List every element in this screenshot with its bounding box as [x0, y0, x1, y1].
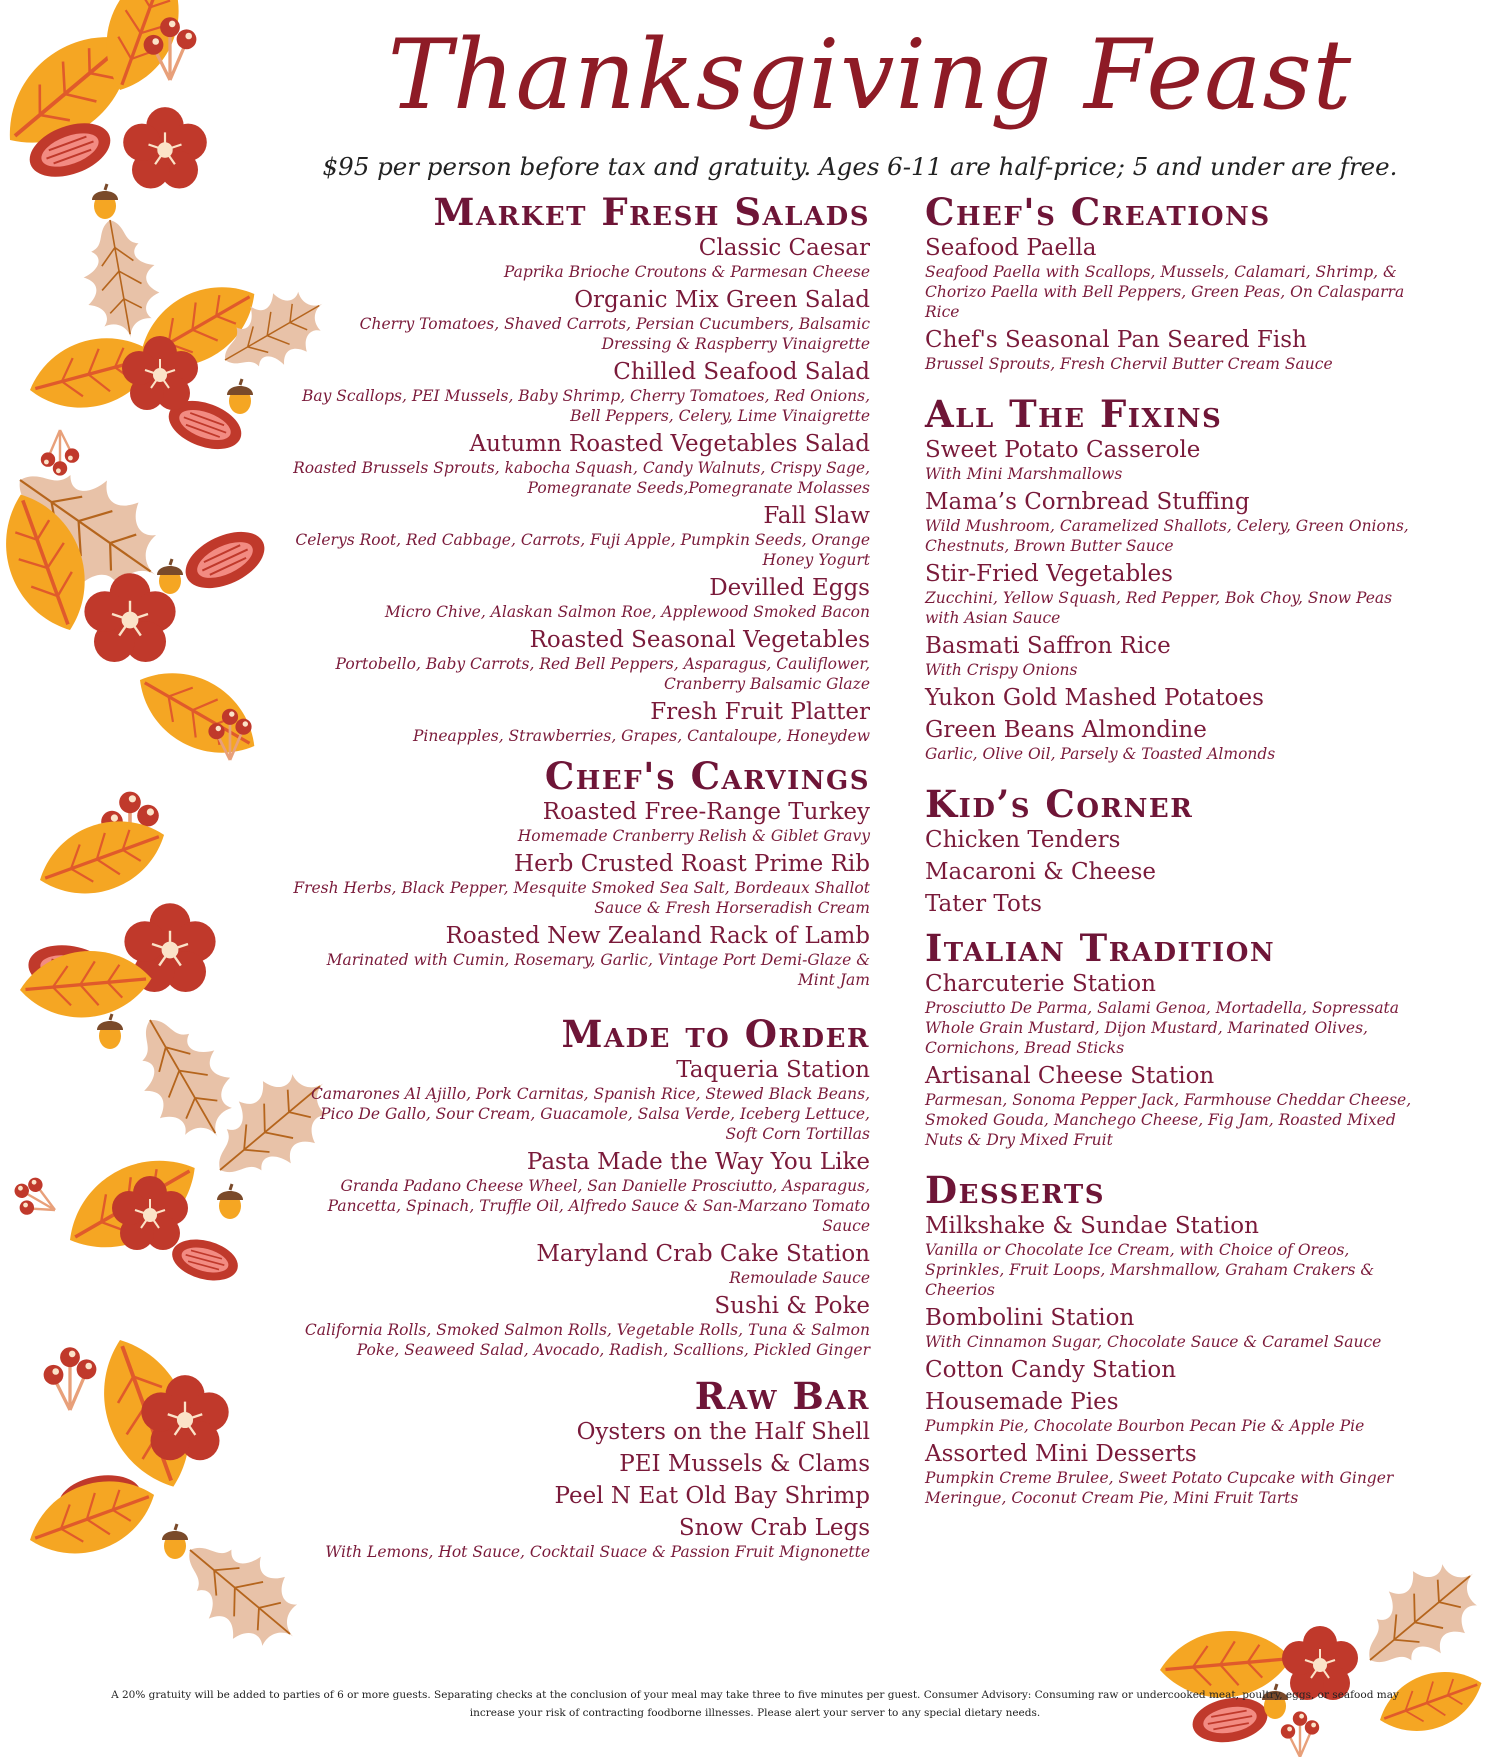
menu-item-description: Brussel Sprouts, Fresh Chervil Butter Cream Sauce: [925, 355, 1333, 373]
menu-item-name: Fresh Fruit Platter: [650, 699, 870, 725]
menu-item: [290, 1418, 870, 1446]
menu-item-name: Roasted New Zealand Rack of Lamb: [445, 923, 870, 949]
menu-item: [925, 1388, 1430, 1436]
section-title: Kid’s Corner: [925, 782, 1194, 826]
section-title: Made to Order: [561, 1012, 870, 1056]
menu-item-description: Seafood Paella with Scallops, Mussels, Calamari, Shrimp, & Chorizo Paella with Bell Peppers, Green Peas, On Calasparra Rice: [925, 263, 1405, 321]
menu-item: [290, 698, 870, 746]
section-title: Desserts: [925, 1168, 1105, 1212]
berry-icon: [17, 792, 252, 1158]
menu-item-description: California Rolls, Smoked Salmon Rolls, Vegetable Rolls, Tuna & Salmon Poke, Seaweed Salad, Avocado, Radish, Scallions, Pickled Ginger: [304, 1321, 870, 1359]
section-title: Market Fresh Salads: [433, 190, 870, 234]
menu-item: [290, 1056, 870, 1144]
menu-item-name: Yukon Gold Mashed Potatoes: [925, 685, 1264, 711]
menu-item: [925, 560, 1430, 628]
menu-item: [925, 1356, 1430, 1384]
menu-left-column: [290, 190, 870, 1566]
menu-item-name: Milkshake & Sundae Station: [925, 1213, 1259, 1239]
menu-item: [925, 488, 1430, 556]
consumer-advisory-footer: A 20% gratuity will be added to parties of 6 or more guests. Separating checks at the conclusion of your meal may take three to five minutes per guest. Consumer Advisory: Consuming raw or undercooked meat, poultry, eggs, or seafood may increase your risk of contracting foodborne illnesses. Please alert your server to any special dietary needs.: [111, 1689, 1399, 1719]
menu-item-name: Green Beans Almondine: [925, 717, 1207, 743]
menu-section-market-fresh-salads: [290, 190, 870, 746]
flower-icon: [1157, 1542, 1499, 1757]
menu-item-description: Homemade Cranberry Relish & Giblet Gravy: [517, 827, 870, 845]
menu-item-description: Portobello, Baby Carrots, Red Bell Peppers, Asparagus, Cauliflower, Cranberry Balsamic Glaze: [335, 655, 870, 693]
menu-item: [925, 684, 1430, 712]
menu-item: [290, 626, 870, 694]
menu-item: [290, 798, 870, 846]
menu-section-desserts: [925, 1168, 1430, 1508]
menu-item-description: Marinated with Cumin, Rosemary, Garlic, Vintage Port Demi-Glaze & Mint Jam: [326, 951, 870, 989]
menu-item: [925, 890, 1430, 918]
section-title: Chef's Creations: [925, 190, 1271, 234]
menu-item-name: Snow Crab Legs: [678, 1515, 870, 1541]
menu-item-name: Basmati Saffron Rice: [925, 633, 1171, 659]
menu-item-description: With Lemons, Hot Sauce, Cocktail Suace & Passion Fruit Mignonette: [325, 1543, 870, 1561]
menu-item-name: Artisanal Cheese Station: [925, 1063, 1215, 1089]
menu-section-chef-s-creations: [925, 190, 1430, 374]
section-title: Raw Bar: [694, 1374, 870, 1418]
menu-item: [290, 286, 870, 354]
menu-item-name: Pasta Made the Way You Like: [526, 1149, 870, 1175]
menu-item: [290, 1148, 870, 1236]
page-title: Thanksgiving Feast: [387, 19, 1353, 131]
menu-item-name: Seafood Paella: [925, 235, 1097, 261]
menu-item-name: PEI Mussels & Clams: [619, 1451, 870, 1477]
menu-item-name: Roasted Free-Range Turkey: [542, 799, 870, 825]
menu-item-description: Bay Scallops, PEI Mussels, Baby Shrimp, Cherry Tomatoes, Red Onions, Bell Peppers, Celery, Lime Vinaigrette: [301, 387, 870, 425]
menu-section-all-the-fixins: [925, 392, 1430, 764]
menu-item-description: Zucchini, Yellow Squash, Red Pepper, Bok Choy, Snow Peas with Asian Sauce: [925, 589, 1393, 627]
menu-item-name: Taqueria Station: [676, 1057, 870, 1083]
menu-item-name: Tater Tots: [925, 891, 1042, 917]
menu-item: [290, 358, 870, 426]
menu-item: [290, 850, 870, 918]
menu-item-description: Garlic, Olive Oil, Parsely & Toasted Almonds: [925, 745, 1276, 763]
menu-item-description: Pumpkin Pie, Chocolate Bourbon Pecan Pie & Apple Pie: [925, 1417, 1365, 1435]
menu-right-column: [925, 190, 1430, 1512]
pricing-subtitle: $95 per person before tax and gratuity. Ages 6-11 are half-price; 5 and under are free.: [322, 152, 1398, 181]
menu-item-name: Housemade Pies: [925, 1389, 1119, 1415]
menu-item-description: Parmesan, Sonoma Pepper Jack, Farmhouse Cheddar Cheese, Smoked Gouda, Manchego Cheese, Fig Jam, Roasted Mixed Nuts & Dry Mixed Fruit: [925, 1091, 1412, 1149]
menu-item: [925, 326, 1430, 374]
menu-item-description: Cherry Tomatoes, Shaved Carrots, Persian Cucumbers, Balsamic Dressing & Raspberry Vinaigrette: [359, 315, 870, 353]
menu-item-name: Devilled Eggs: [709, 575, 870, 601]
menu-item-description: Pineapples, Strawberries, Grapes, Cantaloupe, Honeydew: [412, 727, 870, 745]
menu-item-name: Mama’s Cornbread Stuffing: [925, 489, 1250, 515]
menu-item-name: Chilled Seafood Salad: [613, 359, 870, 385]
oak-leaf-icon: [0, 439, 273, 774]
menu-item: [925, 1212, 1430, 1300]
menu-item-name: Sweet Potato Casserole: [925, 437, 1201, 463]
menu-item-name: Bombolini Station: [925, 1305, 1135, 1331]
menu-item-name: Autumn Roasted Vegetables Salad: [469, 431, 870, 457]
menu-item-description: Camarones Al Ajillo, Pork Carnitas, Spanish Rice, Stewed Black Beans, Pico De Gallo, Sour Cream, Guacamole, Salsa Verde, Iceberg Lettuce, Soft Corn Tortillas: [310, 1085, 870, 1143]
menu-item: [925, 436, 1430, 484]
menu-item-description: With Crispy Onions: [925, 661, 1078, 679]
menu-item-description: Vanilla or Chocolate Ice Cream, with Choice of Oreos, Sprinkles, Fruit Loops, Marshmallow, Graham Crakers & Cheerios: [925, 1241, 1375, 1299]
menu-item-name: Assorted Mini Desserts: [925, 1441, 1197, 1467]
menu-item-description: Paprika Brioche Croutons & Parmesan Cheese: [503, 263, 870, 281]
menu-item: [290, 922, 870, 990]
autumn-leaf-icon: [19, 1327, 320, 1668]
menu-item: [290, 1240, 870, 1288]
menu-item-name: Chef's Seasonal Pan Seared Fish: [925, 327, 1307, 353]
menu-item-name: Charcuterie Station: [925, 971, 1156, 997]
menu-item-description: Roasted Brussels Sprouts, kabocha Squash, Candy Walnuts, Crispy Sage, Pomegranate Seeds,Pomegranate Molasses: [293, 459, 870, 497]
menu-item: [925, 826, 1430, 854]
menu-item-name: Sushi & Poke: [714, 1293, 870, 1319]
menu-item: [925, 858, 1430, 886]
menu-item-name: Classic Caesar: [698, 235, 870, 261]
menu-item-description: Prosciutto De Parma, Salami Genoa, Mortadella, Sopressata Whole Grain Mustard, Dijon Mustard, Marinated Olives, Cornichons, Bread Sticks: [925, 999, 1400, 1057]
menu-item-description: Pumpkin Creme Brulee, Sweet Potato Cupcake with Ginger Meringue, Coconut Cream Pie, Mini Fruit Tarts: [925, 1469, 1394, 1507]
menu-section-italian-tradition: [925, 926, 1430, 1150]
section-title: All The Fixins: [925, 392, 1223, 436]
menu-item-description: With Mini Marshmallows: [925, 465, 1123, 483]
section-title: Italian Tradition: [925, 926, 1276, 970]
section-title: Chef's Carvings: [544, 754, 870, 798]
menu-item: [925, 234, 1430, 322]
menu-item-name: Chicken Tenders: [925, 827, 1121, 853]
menu-item-name: Peel N Eat Old Bay Shrimp: [554, 1483, 870, 1509]
menu-item: [290, 1450, 870, 1478]
menu-item-name: Macaroni & Cheese: [925, 859, 1157, 885]
menu-section-kid-s-corner: [925, 782, 1430, 918]
menu-section-chef-s-carvings: [290, 754, 870, 990]
menu-item: [290, 1482, 870, 1510]
menu-item: [290, 502, 870, 570]
menu-item: [290, 234, 870, 282]
menu-item: [925, 1440, 1430, 1508]
menu-item-name: Fall Slaw: [763, 503, 870, 529]
menu-item-name: Stir-Fried Vegetables: [925, 561, 1173, 587]
autumn-leaf-icon: [0, 0, 207, 344]
menu-item-name: Maryland Crab Cake Station: [536, 1241, 870, 1267]
menu-item: [290, 1292, 870, 1360]
menu-item-description: Granda Padano Cheese Wheel, San Danielle Prosciutto, Asparagus, Pancetta, Spinach, Truffle Oil, Alfredo Sauce & San-Marzano Tomato Sauce: [327, 1177, 870, 1235]
menu-item: [290, 430, 870, 498]
menu-item-name: Organic Mix Green Salad: [574, 287, 870, 313]
menu-section-made-to-order: [290, 1012, 870, 1360]
menu-item-name: Herb Crusted Roast Prime Rib: [514, 851, 870, 877]
menu-item: [925, 1062, 1430, 1150]
menu-item: [925, 970, 1430, 1058]
menu-item: [290, 574, 870, 622]
menu-section-raw-bar: [290, 1374, 870, 1562]
menu-item-name: Cotton Candy Station: [925, 1357, 1177, 1383]
menu-item: [925, 1304, 1430, 1352]
menu-item-name: Oysters on the Half Shell: [576, 1419, 870, 1445]
menu-item-description: Micro Chive, Alaskan Salmon Roe, Applewood Smoked Bacon: [384, 603, 870, 621]
menu-item-description: Celerys Root, Red Cabbage, Carrots, Fuji Apple, Pumpkin Seeds, Orange Honey Yogurt: [295, 531, 870, 569]
menu-item: [290, 1514, 870, 1562]
menu-item-name: Roasted Seasonal Vegetables: [529, 627, 870, 653]
menu-item-description: Fresh Herbs, Black Pepper, Mesquite Smoked Sea Salt, Bordeaux Shallot Sauce & Fresh Horseradish Cream: [293, 879, 870, 917]
menu-item-description: With Cinnamon Sugar, Chocolate Sauce & Caramel Sauce: [925, 1333, 1382, 1351]
menu-item-description: Wild Mushroom, Caramelized Shallots, Celery, Green Onions, Chestnuts, Brown Butter Sauce: [925, 517, 1409, 555]
menu-item: [925, 632, 1430, 680]
menu-item-description: Remoulade Sauce: [729, 1269, 870, 1287]
menu-item: [925, 716, 1430, 764]
